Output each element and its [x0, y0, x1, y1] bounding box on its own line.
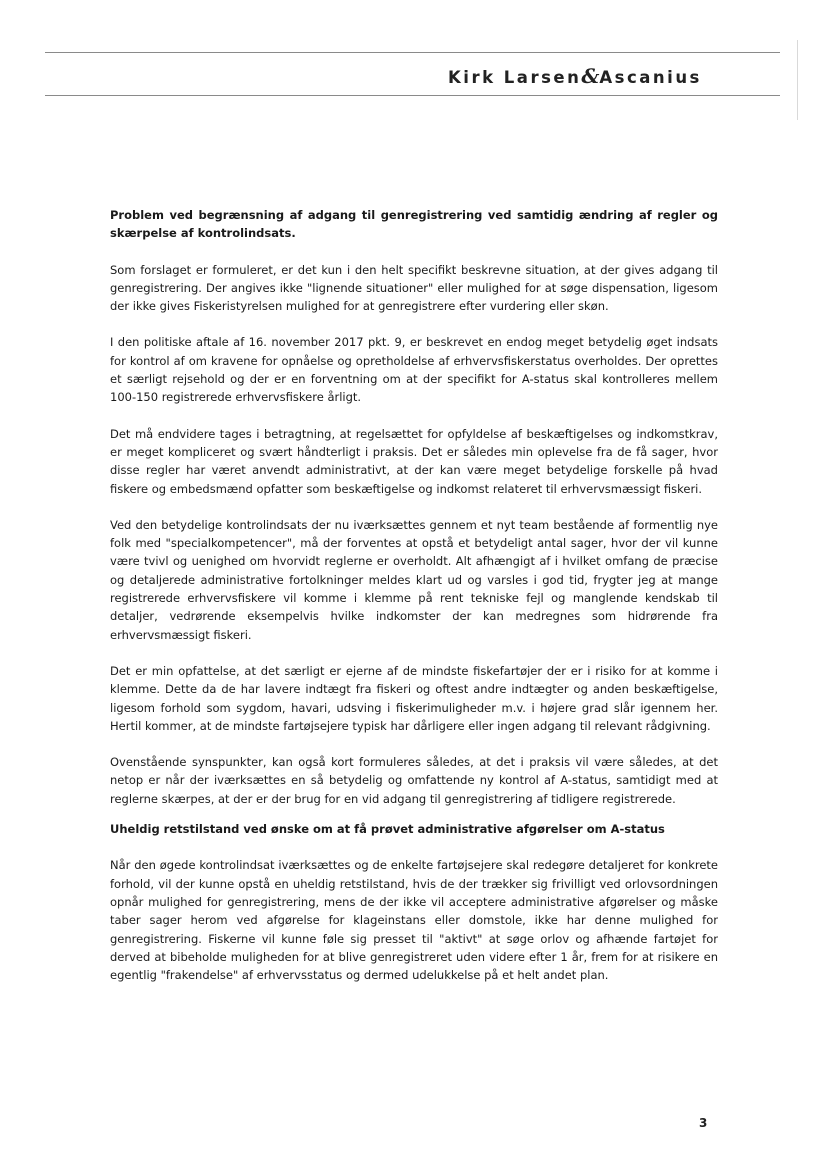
- letterhead-name-right: Ascanius: [599, 68, 702, 87]
- paragraph-3: Det må endvidere tages i betragtning, at regelsættet for opfyldelse af beskæftigelses og indkomstkrav, er meget kompliceret og svært håndterligt i praksis. Det er således min oplevelse fra de få sager, hvor disse regler har været anvendt administrativt, at der kan være meget betydelige forskelle på hvad fiskere og embedsmænd opfatter som beskæftigelse og indkomst relateret til erhvervsmæssigt fiskeri.: [110, 426, 718, 496]
- paragraph-5: Det er min opfattelse, at det særligt er ejerne af de mindste fiskefartøjer der er i risiko for at komme i klemme. Dette da de har lavere indtægt fra fiskeri og oftest andre indtægter og anden beskæftigelse, ligesom forhold som sygdom, havari, udsving i fiskerimuligheder m.v. i højere grad slår igennem her. Hertil kommer, at de mindste fartøjsejere typisk har dårligere eller ingen adgang til relevant rådgivning.: [110, 663, 718, 733]
- scan-margin-mark: [797, 40, 798, 120]
- letterhead-ampersand: &: [581, 64, 600, 88]
- header-rule-bottom: [45, 95, 780, 96]
- paragraph-6: Ovenstående synspunkter, kan også kort formuleres således, at det i praksis vil være således, at det netop er når der iværksættes en så betydelig og omfattende ny kontrol af A-status, samtidigt med at reglerne skærpes, at der er der brug for en vid adgang til genregistrering af tidligere registrerede.: [110, 755, 718, 806]
- letterhead-name-left: Kirk Larsen: [448, 68, 582, 87]
- paragraph-7: Når den øgede kontrolindsat iværksættes og de enkelte fartøjsejere skal redegøre detaljeret for konkrete forhold, vil der kunne opstå en uheldig retstilstand, hvis de der trækker sig frivilligt ved orlovsordningen opnår mulighed for genregistrering, mens de der ikke vil acceptere administrative afgørelser og måske taber sager herom ved afgørelse for klageinstans eller domstole, ikke har denne mulighed for genregistrering. Fiskerne vil kunne føle sig presset til "aktivt" at søge orlov og afhænde fartøjet for derved at bibeholde muligheden for at blive genregistreret uden videre efter 1 år, frem for at risikere en egentlig "frakendelse" af erhvervsstatus og dermed udelukkelse på et helt andet plan.: [110, 858, 718, 983]
- paragraph-4: Ved den betydelige kontrolindsats der nu iværksættes gennem et nyt team bestående af formentlig nye folk med "specialkompetencer", må der forventes at opstå et betydeligt antal sager, hvor der vil kunne være tvivl og uenighed om hvorvidt reglerne er overholdt. Alt afhængigt af i hvilket omfang de præcise og detaljerede administrative fortolkninger meldes klart ud og varsles i god tid, frygter jeg at mange registrerede erhvervsfiskere vil komme i klemme på rent tekniske fejl og manglende kendskab til detaljer, vedrørende eksempelvis hvilke indkomster der kan medregnes som hidrørende fra erhvervsmæssigt fiskeri.: [110, 517, 718, 642]
- section-heading-2: Uheldig retstilstand ved ønske om at få prøvet administrative afgørelser om A-status: [110, 822, 665, 837]
- paragraph-1: Som forslaget er formuleret, er det kun i den helt specifikt beskrevne situation, at der gives adgang til genregistrering. Der angives ikke "lignende situationer" eller mulighed for at søge dispensation, ligesom der ikke gives Fiskeristyrelsen mulighed for at genregistrere efter vurdering eller skøn.: [110, 262, 718, 314]
- page-number: 3: [699, 1116, 708, 1130]
- letterhead: [448, 64, 708, 88]
- header-rule-top: [45, 52, 780, 53]
- document-body: [110, 206, 718, 984]
- paragraph-2: I den politiske aftale af 16. november 2017 pkt. 9, er beskrevet en endog meget betydelig øget indsats for kontrol af om kravene for opnåelse og opretholdelse af erhvervsfiskerstatus overholdes. Der oprettes et særligt rejsehold og der er en forventning om at der specifikt for A-status skal kontrolleres mellem 100-150 registrerede erhvervsfiskere årligt.: [110, 335, 718, 405]
- section-heading-1: Problem ved begrænsning af adgang til genregistrering ved samtidig ændring af regler og skærpelse af kontrolindsats.: [110, 208, 718, 241]
